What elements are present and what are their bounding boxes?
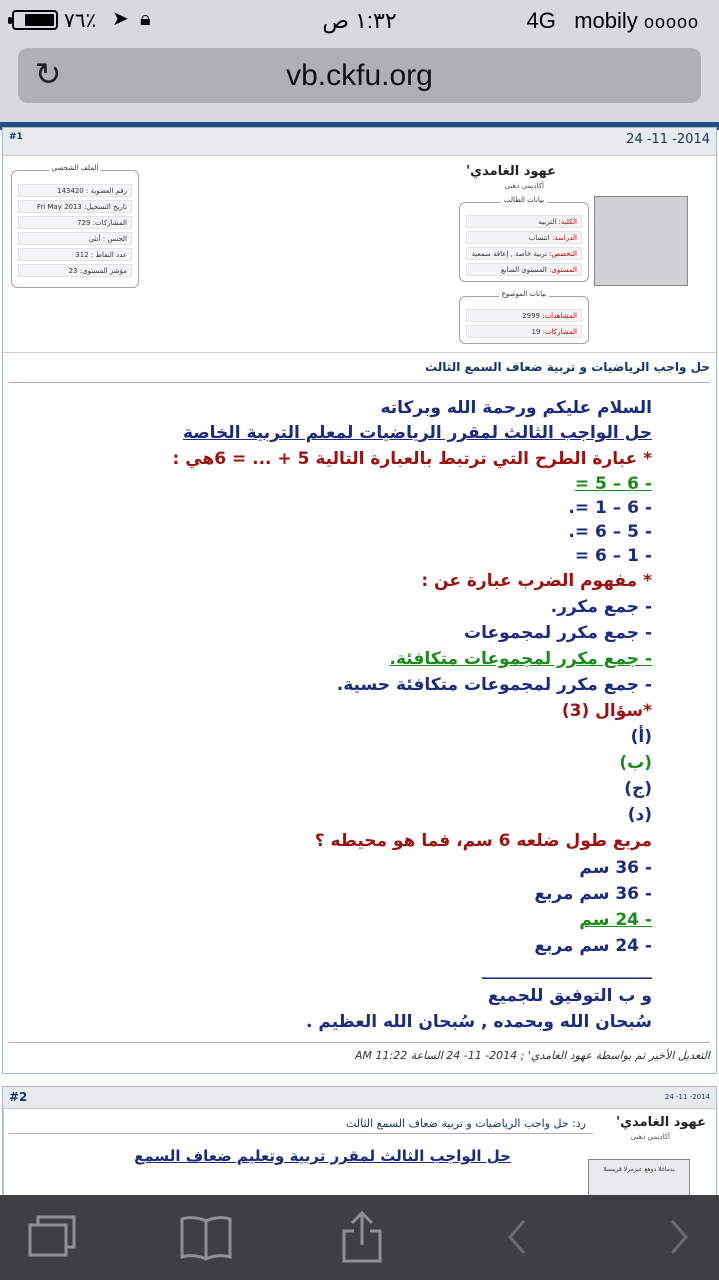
answer-option: - 6 – 5 = (574, 474, 652, 494)
browser-toolbar (0, 1195, 719, 1280)
question-4: مربع طول ضلعه 6 سم، فما هو محيطه ؟ (314, 831, 652, 851)
answer-option: (ب) (619, 753, 652, 773)
answer-option: - 24 سم (579, 910, 652, 930)
browser-chrome (0, 0, 719, 122)
profile-row: مؤشر المستوى: 23 (18, 264, 132, 277)
back-icon[interactable] (488, 1209, 548, 1265)
profile-row: الجنس : أنثى (18, 232, 132, 245)
topic-row: المشاركات: 19 (466, 325, 582, 338)
closing-prayer: سُبحان الله وبحمده , سُبحان الله العظيم . (306, 1012, 652, 1032)
clock: ١:٣٢ ص (322, 8, 397, 33)
share-icon[interactable] (332, 1209, 392, 1265)
profile-box (11, 164, 139, 288)
topic-box-title: بيانات الموضوع (499, 290, 550, 298)
post-header (3, 1087, 716, 1109)
post-header (3, 128, 716, 156)
forward-icon[interactable] (650, 1209, 710, 1265)
divider (9, 1042, 710, 1043)
post-2 (2, 1086, 717, 1195)
post-date: 24 -11 -2014 (664, 1093, 710, 1101)
answer-option: (د) (627, 805, 652, 825)
username[interactable]: عهود الغامدي' (466, 164, 556, 179)
answer-option: (ج) (624, 779, 652, 799)
username[interactable]: عهود الغامدي' (616, 1115, 706, 1130)
carrier-name: mobily (574, 8, 638, 33)
edit-note: التعديل الأخير تم بواسطة عهود الغامدي' ; 2014- 11- 24 الساعة 11:22 AM (355, 1049, 710, 1062)
divider (9, 1133, 593, 1134)
profile-row: المشاركات: 729 (18, 216, 132, 229)
divider (3, 352, 716, 353)
answer-option: - جمع مكرر. (550, 597, 652, 617)
tabs-icon[interactable] (22, 1209, 82, 1265)
post-date: 24 -11 -2014 (626, 132, 710, 147)
student-row: الكلية: التربيه (466, 215, 582, 228)
answer-option: - جمع مكرر لمجموعات متكافئة. (389, 649, 652, 669)
student-row: الدراسة: انتساب (466, 231, 582, 244)
post-heading: حل الواجب الثالث لمقرر الرياضيات لمعلم التربية الخاصة (182, 423, 652, 443)
answer-option: - 36 سم مربع (534, 884, 652, 904)
answer-option: - 5 – 6 =. (568, 522, 652, 542)
student-row: التخصص: تربية خاصة , إعاقة سمعية (466, 247, 582, 260)
student-box-title: بيانات الطالب (501, 196, 547, 204)
profile-row: تاريخ التسجيل: Fri May 2013 (18, 200, 132, 213)
url-text[interactable]: vb.ckfu.org (286, 59, 433, 92)
avatar[interactable] (594, 196, 688, 286)
divider (9, 382, 710, 383)
signal-strength-icon: ooooo (643, 12, 699, 32)
student-row: المستوى: المستوى السابع (466, 263, 582, 276)
status-bar (0, 0, 719, 40)
question-3: *سؤال (3) (561, 701, 652, 721)
divider-line: ____________________ (482, 960, 652, 980)
question-1: * عبارة الطرح التي ترتبط بالعبارة التالية 5 + ... = 6هي : (172, 449, 652, 469)
profile-box-title: الملف الشخصي (49, 164, 102, 172)
student-data-box (459, 196, 589, 282)
answer-option: - 6 – 1 =. (568, 498, 652, 518)
topic-data-box (459, 290, 589, 344)
network-type: 4G (526, 8, 556, 33)
answer-option: - 36 سم (579, 858, 652, 878)
post-number[interactable]: #2 (9, 1090, 28, 1104)
battery-percent: ٧٦٪ (64, 10, 97, 32)
bookmarks-icon[interactable] (176, 1209, 236, 1265)
answer-option: (أ) (630, 727, 652, 747)
reload-icon[interactable]: ↻ (34, 55, 62, 93)
post-title: رد: حل واجب الرياضيات و تربية ضعاف السمع الثالث (345, 1117, 586, 1130)
user-rank: أكاديمي ذهبي (504, 182, 544, 190)
profile-row: عدد النقاط : 312 (18, 248, 132, 261)
answer-option: - 24 سم مربع (534, 936, 652, 956)
post-1 (2, 127, 717, 1074)
location-arrow-icon: ➤ (112, 6, 129, 30)
question-2: * مفهوم الضرب عبارة عن : (421, 571, 652, 591)
post-number[interactable]: #1 (9, 132, 23, 142)
answer-option: - 1 – 6 = (574, 546, 652, 566)
profile-row: رقم العضوية : 143420 (18, 184, 132, 197)
address-bar[interactable] (18, 48, 701, 103)
carrier-info (527, 8, 699, 34)
topic-row: المشاهدات: 2999 (466, 309, 582, 322)
user-rank: أكاديمي ذهبي (630, 1133, 670, 1141)
answer-option: - جمع مكرر لمجموعات متكافئة حسية. (336, 675, 652, 695)
greeting: السلام عليكم ورحمة الله وبركاته (380, 398, 652, 418)
post-title: حل واجب الرياضيات و تربية ضعاف السمع الثالث (425, 360, 710, 374)
web-page (0, 122, 719, 1195)
rotation-lock-icon: 🔒︎ (140, 6, 151, 30)
avatar[interactable]: يدماغلا دوهع عيزمرلا قريبسلا (588, 1159, 690, 1195)
closing-wish: و ب التوفيق للجميع (487, 986, 652, 1006)
post-heading: حل الواجب الثالث لمقرر تربية وتعليم ضعاف السمع (134, 1147, 511, 1165)
answer-option: - جمع مكرر لمجموعات (463, 623, 652, 643)
